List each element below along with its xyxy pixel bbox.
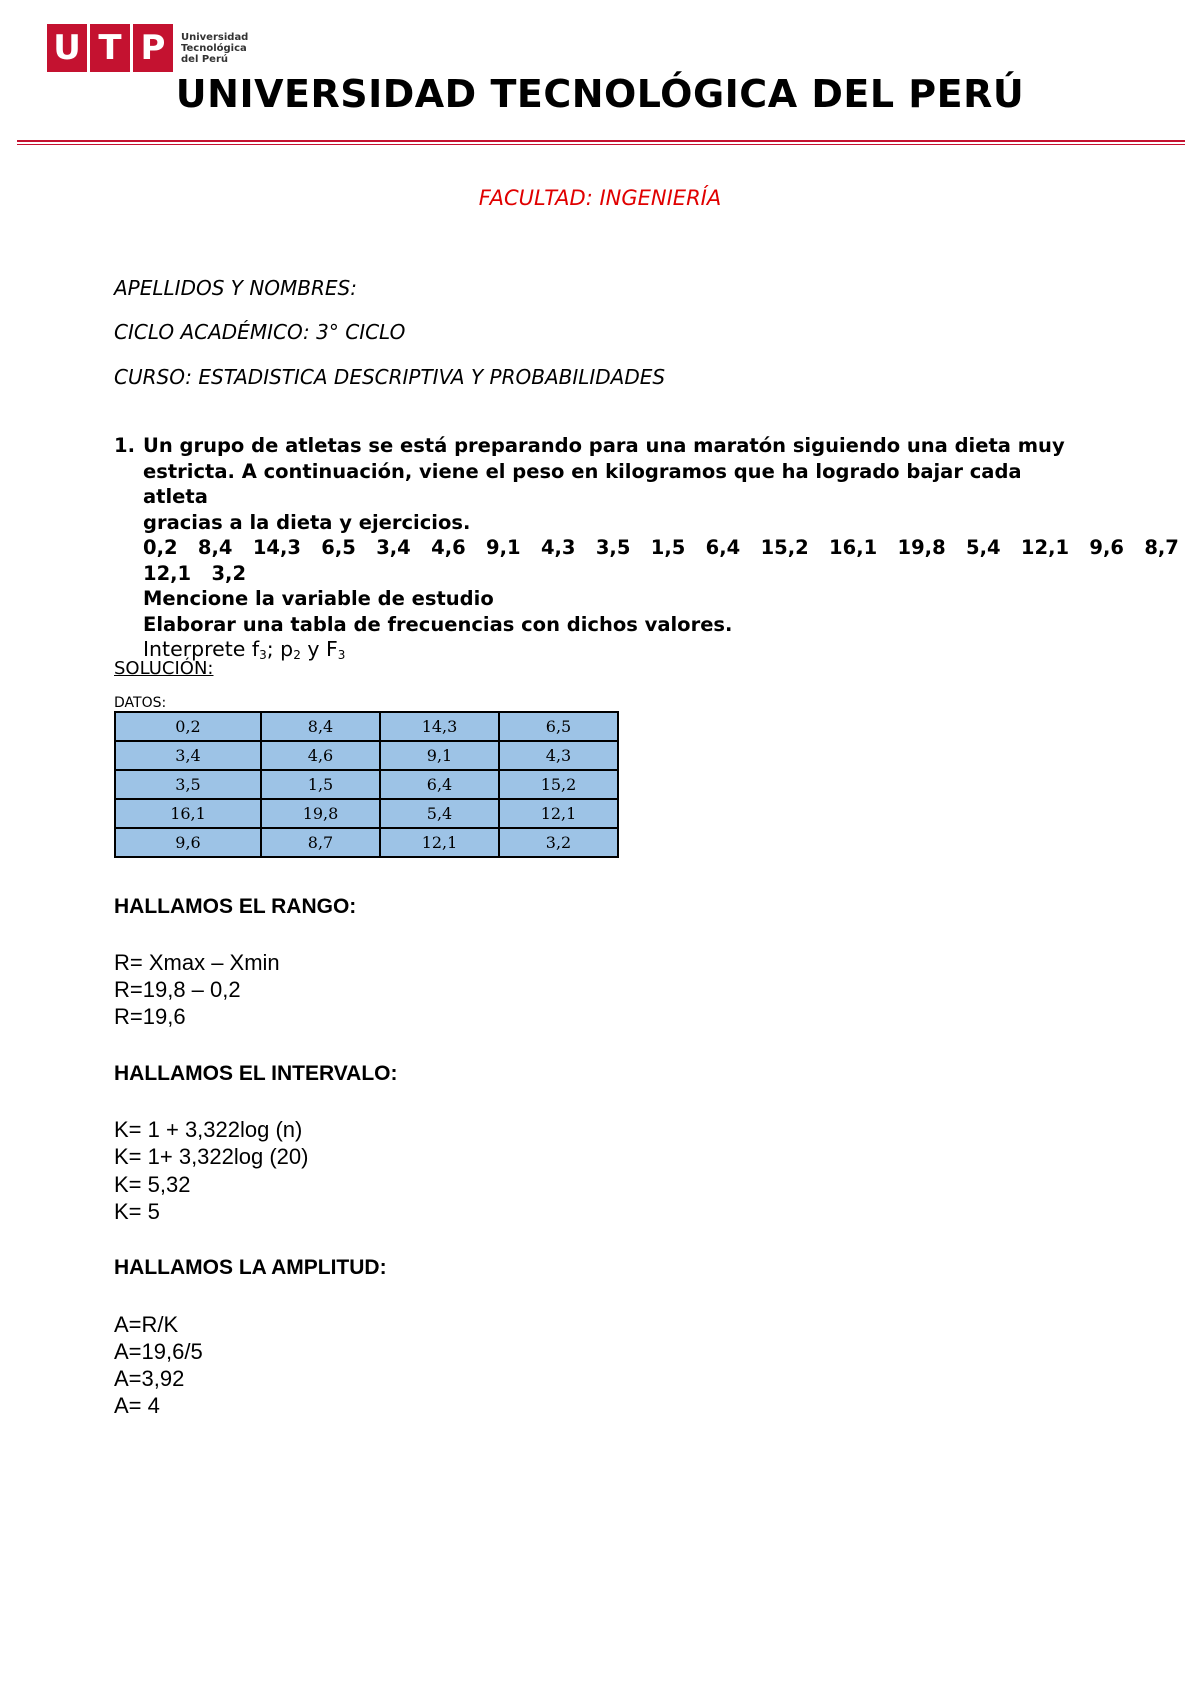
table-cell: 3,4	[115, 741, 261, 770]
table-cell: 12,1	[380, 828, 499, 857]
statement-line: gracias a la dieta y ejercicios.	[143, 510, 471, 534]
interval-heading: HALLAMOS EL INTERVALO:	[114, 1062, 398, 1085]
logo-wordmark	[181, 32, 248, 65]
values-line: 12,1 3,2	[143, 561, 247, 585]
table-cell: 3,5	[115, 770, 261, 799]
header-divider	[17, 140, 1185, 142]
range-result: R=19,6	[114, 1004, 186, 1029]
table-row	[115, 741, 618, 770]
table-cell: 15,2	[499, 770, 618, 799]
cycle-field: CICLO ACADÉMICO: 3° CICLO	[114, 320, 406, 344]
problem-number: 1.	[114, 434, 135, 457]
range-formula: R= Xmax – Xmin	[114, 950, 280, 975]
table-row	[115, 799, 618, 828]
data-label: DATOS:	[114, 695, 167, 711]
solution-label: SOLUCIÓN:	[114, 658, 214, 679]
task-text: y F	[300, 637, 338, 661]
logo-text-line: Universidad	[181, 31, 249, 43]
course-field: CURSO: ESTADISTICA DESCRIPTIVA Y PROBABILIDADES	[114, 365, 666, 389]
table-cell: 9,6	[115, 828, 261, 857]
amplitude-heading: HALLAMOS LA AMPLITUD:	[114, 1256, 387, 1279]
statement-line: Un grupo de atletas se está preparando para una maratón siguiendo una dieta muy	[143, 434, 1065, 457]
amplitude-result: A=3,92	[114, 1366, 185, 1391]
statement-line: estricta. A continuación, viene el peso en kilogramos que ha logrado bajar cada atleta	[143, 459, 1022, 508]
task-line: Mencione la variable de estudio	[143, 587, 494, 610]
interval-substitution: K= 1+ 3,322log (20)	[114, 1144, 309, 1169]
header-divider-thin	[17, 144, 1185, 145]
table-cell: 5,4	[380, 799, 499, 828]
interval-formula: K= 1 + 3,322log (n)	[114, 1117, 303, 1142]
task-line: Elaborar una tabla de frecuencias con dichos valores.	[143, 612, 733, 636]
range-heading: HALLAMOS EL RANGO:	[114, 895, 357, 918]
amplitude-substitution: A=19,6/5	[114, 1339, 203, 1364]
table-cell: 19,8	[261, 799, 380, 828]
table-cell: 4,6	[261, 741, 380, 770]
logo-letter-p: P	[140, 28, 166, 68]
values-line: 0,2 8,4 14,3 6,5 3,4 4,6 9,1 4,3 3,5 1,5 6,4 15,2 16,1 19,8 5,4 12,1 9,6 8,7	[143, 536, 1179, 559]
table-cell: 9,1	[380, 741, 499, 770]
task-line	[143, 637, 1074, 669]
utp-logo	[47, 24, 248, 72]
table-cell: 1,5	[261, 770, 380, 799]
logo-letter-t: T	[90, 24, 133, 72]
table-row	[115, 828, 618, 857]
problem-statement	[114, 433, 1179, 669]
table-cell: 16,1	[115, 799, 261, 828]
utp-logo-mark	[47, 24, 173, 72]
names-field: APELLIDOS Y NOMBRES:	[114, 276, 357, 300]
table-cell: 12,1	[499, 799, 618, 828]
task-text: ; p	[266, 637, 294, 661]
table-cell: 8,7	[261, 828, 380, 857]
task-subscript: 2	[293, 648, 301, 662]
table-row	[115, 712, 618, 741]
table-cell: 3,2	[499, 828, 618, 857]
table-cell: 6,4	[380, 770, 499, 799]
table-cell: 14,3	[380, 712, 499, 741]
university-title: UNIVERSIDAD TECNOLÓGICA DEL PERÚ	[175, 72, 1025, 116]
interval-rounded: K= 5	[114, 1199, 160, 1224]
amplitude-rounded: A= 4	[114, 1393, 160, 1418]
table-cell: 6,5	[499, 712, 618, 741]
task-text: Interprete f	[143, 637, 260, 661]
task-subscript: 3	[337, 648, 346, 662]
logo-letter-u: U	[47, 24, 90, 72]
task-subscript: 3	[259, 648, 267, 662]
faculty-title: FACULTAD: INGENIERÍA	[478, 186, 722, 210]
table-cell: 4,3	[499, 741, 618, 770]
logo-text-line: del Perú	[181, 53, 229, 65]
logo-text-line: Tecnológica	[181, 42, 247, 54]
table-cell: 0,2	[115, 712, 261, 741]
amplitude-formula: A=R/K	[114, 1312, 179, 1337]
table-cell: 8,4	[261, 712, 380, 741]
range-substitution: R=19,8 – 0,2	[114, 977, 241, 1002]
data-table	[114, 711, 619, 858]
interval-result: K= 5,32	[114, 1172, 191, 1197]
table-row	[115, 770, 618, 799]
